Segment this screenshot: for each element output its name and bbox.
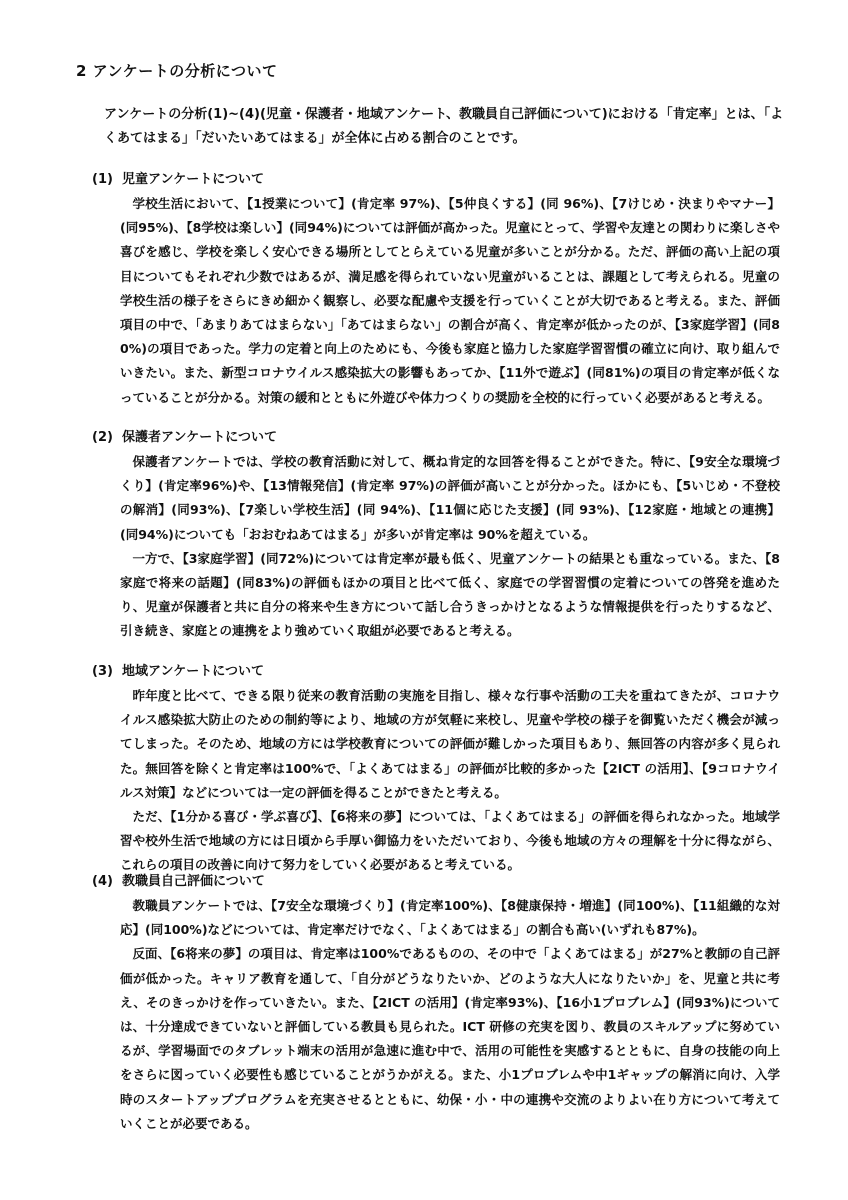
paragraph: 保護者アンケートでは、学校の教育活動に対して、概ね肯定的な回答を得ることができた。特に、【9安全な環境づくり】(肯定率96%)や、【13情報発信】(肯定率 97%)の評価が高いことが分かった。ほかにも、【5いじめ・不登校の解消】(同93%)、【7楽しい学校生活】(同 94%)、【11個に応じた支援】(同 93%)、【12家庭・地域との連携】(同94%)についても「おおむねあてはまる」が多いが肯定率は 90%を超えている。 [120, 454, 780, 542]
section-title: 教職員自己評価について [122, 874, 265, 889]
section-number: (2) [92, 430, 113, 445]
section-number: (1) [92, 172, 113, 187]
section-number: (4) [92, 874, 113, 889]
section-number: (3) [92, 664, 113, 679]
section-guardian-survey [92, 426, 792, 644]
paragraph: 反面、【6将来の夢】の項目は、肯定率は100%であるものの、その中で「よくあてはまる」が27%と教師の自己評価が低かった。キャリア教育を通して、「自分がどうなりたいか、どのような大人になりたいか」を、児童と共に考え、そのきっかけを作っていきたい。また、【2ICT の活用】(肯定率93%)、【16小1プロブレム】(同93%)については、十分達成できていないと評価している教員も見られた。ICT 研修の充実を図り、教員のスキルアップに努めているが、学習場面でのタブレット端末の活用が急速に進む中で、活用の可能性を実感するとともに、自身の技能の向上をさらに図っていく必要性も感じていることがうかがえる。また、小1プロブレムや中1ギャップの解消に向け、入学時のスタートアッププログラムを充実させるとともに、幼保・小・中の連携や交流のよりよい在り方について考えていくことが必要である。 [120, 946, 780, 1131]
section-title: 地域アンケートについて [122, 664, 264, 679]
section-heading [92, 660, 792, 684]
paragraph: 昨年度と比べて、できる限り従来の教育活動の実施を目指し、様々な行事や活動の工夫を重ねてきたが、コロナウイルス感染拡大防止のための制約等により、地域の方が気軽に来校し、児童や学校の様子を御覧いただく機会が減ってしまった。そのため、地域の方には学校教育についての評価が難しかった項目もあり、無回答の内容が多く見られた。無回答を除くと肯定率は100%で、「よくあてはまる」の評価が比較的多かった【2ICT の活用】、【9コロナウイルス対策】などについては一定の評価を得ることができたと考える。 [120, 688, 780, 800]
section-title: 児童アンケートについて [122, 172, 264, 187]
section-heading [92, 426, 792, 450]
section-title: 保護者アンケートについて [122, 430, 277, 445]
section-body [120, 192, 780, 410]
paragraph: 学校生活において、【1授業について】(肯定率 97%)、【5仲良くする】(同 96%)、【7けじめ・決まりやマナー】(同95%)、【8学校は楽しい】(同94%)については評価が高かった。児童にとって、学習や友達との関わりに楽しさや喜びを感じ、学校を楽しく安心できる場所としてとらえている児童が多いことが分かる。ただ、評価の高い上記の項目についてもそれぞれ少数ではあるが、満足感を得られていない児童がいることは、課題として考えられる。児童の学校生活の様子をさらにきめ細かく観察し、必要な配慮や支援を行っていくことが大切であると考える。また、評価項目の中で、「あまりあてはまらない」「あてはまらない」の割合が高く、肯定率が低かったのが、【3家庭学習】(同80%)の項目であった。学力の定着と向上のためにも、今後も家庭と協力した家庭学習習慣の確立に向け、取り組んでいきたい。また、新型コロナウイルス感染拡大の影響もあってか、【11外で遊ぶ】(同81%)の項目の肯定率が低くなっていることが分かる。対策の緩和とともに外遊びや体力つくりの奨励を全校的に行っていく必要があると考える。 [120, 196, 780, 405]
section-body [120, 894, 780, 1136]
paragraph: ただ、【1分かる喜び・学ぶ喜び】、【6将来の夢】については、「よくあてはまる」の評価を得られなかった。地域学習や校外生活で地域の方には日頃から手厚い御協力をいただいており、今後も地域の方々の理解を十分に得ながら、これらの項目の改善に向けて努力をしていく必要があると考えている。 [120, 809, 780, 873]
section-heading [92, 870, 792, 894]
section-staff-self-evaluation [92, 870, 792, 1136]
section-heading [92, 168, 792, 192]
intro-paragraph: アンケートの分析(1)~(4)(児童・保護者・地域アンケート、教職員自己評価について)における「肯定率」とは、「よくあてはまる」「だいたいあてはまる」が全体に占める割合のことです。 [104, 107, 784, 146]
section-body [120, 450, 780, 644]
page-title: 2 アンケートの分析について [76, 62, 278, 80]
section-community-survey [92, 660, 792, 878]
paragraph: 教職員アンケートでは、【7安全な環境づくり】(肯定率100%)、【8健康保持・増進】(同100%)、【11組織的な対応】(同100%)などについては、肯定率だけでなく、「よくあてはまる」の割合も高い(いずれも87%)。 [120, 898, 780, 938]
paragraph: 一方で、【3家庭学習】(同72%)については肯定率が最も低く、児童アンケートの結果とも重なっている。また、【8家庭で将来の話題】(同83%)の評価もほかの項目と比べて低く、家庭での学習習慣の定着についての啓発を進めたり、児童が保護者と共に自分の将来や生き方について話し合うきっかけとなるような情報提供を行ったりするなど、引き続き、家庭との連携をより強めていく取組が必要であると考える。 [120, 550, 780, 639]
section-student-survey [92, 168, 792, 410]
section-body [120, 684, 780, 878]
